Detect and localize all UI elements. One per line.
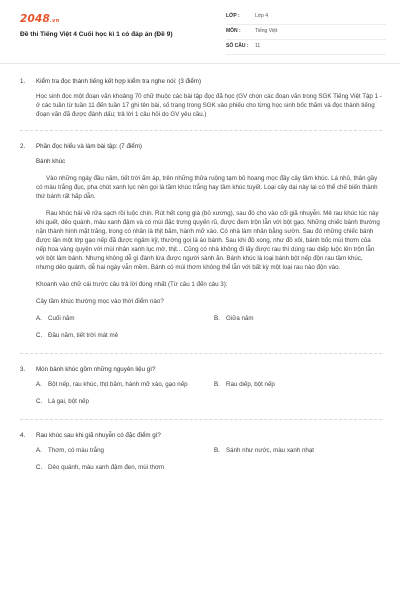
option-letter: B. — [214, 446, 220, 454]
option-b[interactable] — [214, 381, 382, 390]
question-title: Phần đọc hiểu và làm bài tập: (7 điểm) — [36, 142, 142, 150]
option-a[interactable] — [36, 381, 204, 390]
option-c[interactable] — [36, 332, 204, 341]
option-letter: C. — [36, 463, 43, 471]
question-2 — [20, 143, 382, 152]
option-text: Thơm, có màu trắng — [48, 446, 104, 454]
meta-value: 11 — [255, 43, 261, 50]
option-a[interactable] — [36, 447, 204, 456]
option-c[interactable] — [36, 398, 204, 407]
meta-row-class — [226, 10, 386, 25]
logo-text: 2048 — [20, 13, 51, 25]
question-number: 1. — [20, 78, 26, 85]
question-1 — [20, 78, 382, 87]
meta-label: LỚP : — [226, 13, 240, 20]
meta-info — [226, 10, 386, 55]
option-b[interactable] — [214, 315, 382, 324]
option-letter: A. — [36, 380, 42, 388]
option-letter: A. — [36, 446, 42, 454]
site-logo[interactable] — [20, 12, 59, 27]
question-title: Rau khúc sau khi giã nhuyễn có đặc điểm gì? — [36, 431, 161, 439]
option-text: Bột nếp, rau khúc, thịt băm, hành mỡ xào, gạo nếp — [48, 380, 188, 388]
sub-question: Cây tầm khúc thường mọc vào thời điểm nào? — [36, 297, 164, 305]
option-a[interactable] — [36, 315, 204, 324]
story-paragraph: Rau khúc hái về rửa sạch rồi luộc chín. Rút hết cọng già (bỏ xương), sau đó cho vào cối giã nhuyễn. Mẻ rau khúc lúc này khi quết, dẻo quánh, màu xanh đậm và có mùi đặc trưng quyến rũ, được đem trộn lẫn với bột gạo. Những chiếc bánh thường nặn thành hình mặt trăng, trong có nhân là thịt băm, hành mỡ xào. Có nhà làm nhân bằng sườn. Sau đó những chiếc bánh được lăn một lớp gạo nếp đã được ngâm kỹ, thường gọi là áo bánh. Sau khi đồ xong, như đồ xôi, bánh bốc mùi thơm của nếp hoa vàng quyện với mùi nhân xanh lục mờ, thịt... Cũng có nhà không đi lấy được rau thì dùng rau diếp luộc lên trộn lẫn với bột làm bánh. Nhưng không dễ gì đánh lừa được người sành ăn. Bánh khúc là loại bánh bột nếp độn rau tầm khúc, nhưng dẻo quánh, dễ hai ngày vẫn mềm. Bánh có mùi thơm không thể lẫn với bất kỳ một loại rau nào độn vào. — [36, 209, 380, 271]
option-b[interactable] — [214, 447, 382, 456]
divider — [20, 130, 382, 131]
option-letter: B. — [214, 314, 220, 322]
logo-suffix: .vn — [50, 18, 60, 24]
question-body: Học sinh đọc một đoạn văn khoảng 70 chữ thuộc các bài tập đọc đã học (GV chọn các đoạn văn trong SGK Tiếng Việt Tập 1 - ở các tuần từ tuần 11 đến tuần 17 ghi tên bài, số trang trong SGK vào phiếu cho từng học sinh bốc thăm và đọc thành tiếng đoạn văn đã được đánh dấu; trả lời 1 câu hỏi do GV yêu cầu.) — [36, 92, 382, 118]
option-letter: B. — [214, 380, 220, 388]
answer-options — [36, 381, 382, 407]
story-title: Bánh khúc — [36, 157, 66, 165]
page-header — [0, 0, 400, 64]
option-letter: C. — [36, 331, 43, 339]
option-letter: A. — [36, 314, 42, 322]
option-text: Cuối năm — [48, 314, 75, 322]
meta-value[interactable]: Lớp 4 — [255, 13, 269, 20]
question-title: Món bánh khúc gồm những nguyên liệu gì? — [36, 365, 156, 373]
question-4 — [20, 432, 382, 441]
question-3 — [20, 366, 382, 375]
option-letter: C. — [36, 397, 43, 405]
option-text: Rau diếp, bột nếp — [226, 380, 275, 388]
document-title: Đề thi Tiếng Việt 4 Cuối học kì 1 có đáp án (Đề 9) — [20, 31, 173, 38]
question-number: 4. — [20, 431, 26, 439]
option-text: Lá gai, bột nếp — [48, 397, 89, 405]
option-text: Sánh như nước, màu xanh nhạt — [226, 446, 315, 454]
option-c[interactable] — [36, 464, 204, 473]
answer-options — [36, 447, 382, 473]
option-text: Dẻo quánh, màu xanh đậm đen, mùi thơm — [48, 463, 165, 471]
meta-label: SỐ CÂU : — [226, 43, 249, 50]
option-text: Giữa năm — [226, 314, 254, 322]
meta-row-subject — [226, 25, 386, 40]
exam-content — [20, 78, 382, 485]
question-number: 3. — [20, 365, 26, 373]
instruction: Khoanh vào chữ cái trước câu trả lời đúng nhất (Từ câu 1 đến câu 3): — [36, 280, 228, 288]
question-title: Kiểm tra đọc thành tiếng kết hợp kiểm tra nghe nói: (3 điểm) — [36, 78, 202, 85]
answer-options — [36, 315, 382, 341]
question-number: 2. — [20, 142, 26, 150]
option-text: Đầu năm, tiết trời mát mẻ — [48, 331, 119, 339]
meta-row-count — [226, 40, 386, 55]
meta-label: MÔN : — [226, 28, 241, 35]
divider — [20, 419, 382, 420]
story-paragraph: Vào những ngày đầu năm, tiết trời ấm áp, trên những thửa ruộng tạm bỏ hoang mọc đầy cây tầm khúc. Lá nhỏ, thân gầy có màu trắng đục, pha chút xanh lục nên gọi là tầm khúc trắng hay tầm khúc tuyết. Loại cây dại này lại có thể chế biến thành thứ bánh rất hấp dẫn. — [36, 174, 378, 200]
meta-value[interactable]: Tiếng Việt — [255, 28, 278, 35]
divider — [20, 353, 382, 354]
